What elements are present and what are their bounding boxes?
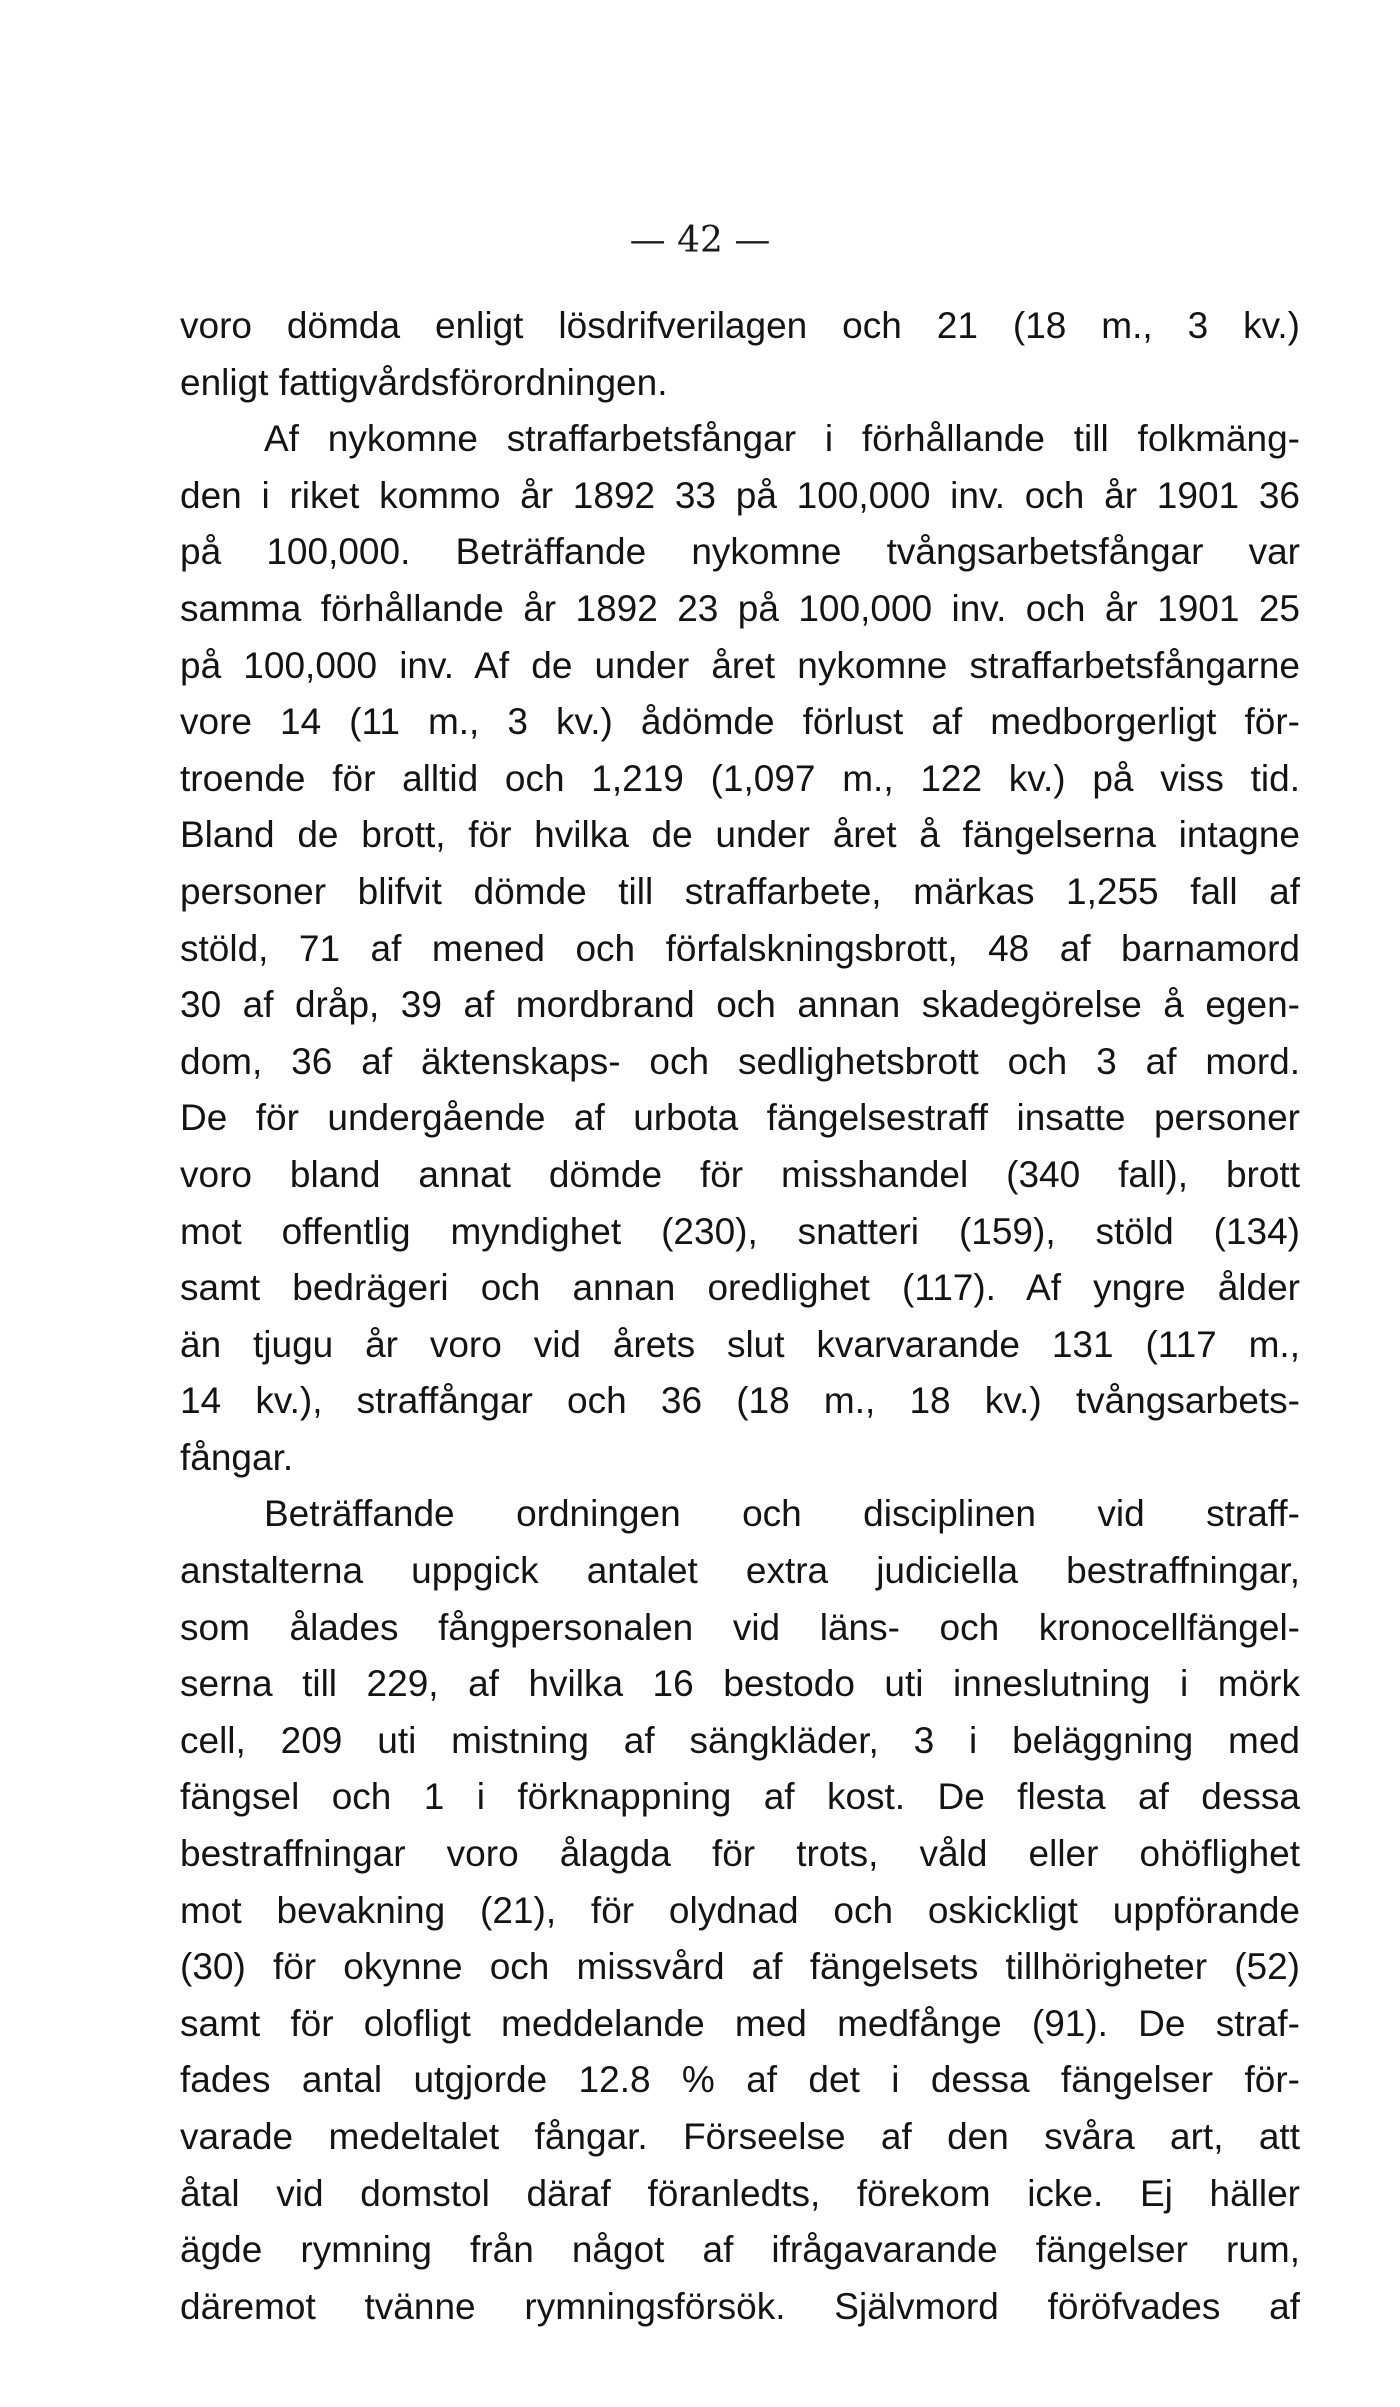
text-line: på 100,000 inv. Af de under året nykomne straffarbetsfångarne	[180, 644, 1300, 686]
text-line: cell, 209 uti mistning af sängkläder, 3 i beläggning med	[180, 1719, 1300, 1761]
text-line: varade medeltalet fångar. Förseelse af den svåra art, att	[180, 2116, 1300, 2157]
body-text	[180, 298, 1300, 2335]
text-line: Af nykomne straffarbetsfångar i förhållande till folkmäng-	[264, 418, 1300, 460]
text-line: troende för alltid och 1,219 (1,097 m., 122 kv.) på viss tid.	[180, 757, 1300, 799]
text-line: samt för olofligt meddelande med medfånge (91). De straf-	[180, 2002, 1300, 2044]
text-line: mot bevakning (21), för olydnad och oskickligt uppförande	[180, 1889, 1300, 1931]
text-line: samma förhållande år 1892 23 på 100,000 inv. och år 1901 25	[180, 587, 1300, 629]
text-line: voro dömda enligt lösdrifverilagen och 21 (18 m., 3 kv.)	[180, 305, 1300, 346]
text-line: däremot tvänne rymningsförsök. Självmord föröfvades af	[180, 2285, 1300, 2327]
text-line: De för undergående af urbota fängelsestraff insatte personer	[180, 1097, 1300, 1139]
text-line: serna till 229, af hvilka 16 bestodo uti inneslutning i mörk	[180, 1663, 1300, 1705]
text-line: vore 14 (11 m., 3 kv.) ådömde förlust af medborgerligt för-	[180, 701, 1300, 743]
text-line: åtal vid domstol däraf föranledts, förekom icke. Ej häller	[180, 2172, 1300, 2214]
text-line: 30 af dråp, 39 af mordbrand och annan skadegörelse å egen-	[180, 984, 1300, 1026]
text-line: mot offentlig myndighet (230), snatteri (159), stöld (134)	[180, 1210, 1300, 1252]
text-line: enligt fattigvårdsförordningen.	[180, 361, 668, 403]
text-line: Bland de brott, för hvilka de under året å fängelserna intagne	[180, 814, 1300, 856]
text-line: 14 kv.), straffångar och 36 (18 m., 18 kv.) tvångsarbets-	[180, 1380, 1300, 1422]
text-line: på 100,000. Beträffande nykomne tvångsarbetsfångar var	[180, 531, 1300, 573]
text-line: fängsel och 1 i förknappning af kost. De flesta af dessa	[180, 1776, 1300, 1818]
text-line: stöld, 71 af mened och förfalskningsbrott, 48 af barnamord	[180, 927, 1300, 969]
text-line: personer blifvit dömde till straffarbete, märkas 1,255 fall af	[180, 870, 1300, 912]
page-number: — 42 —	[629, 220, 771, 261]
text-line: Beträffande ordningen och disciplinen vid straff-	[264, 1493, 1300, 1535]
text-line: samt bedrägeri och annan oredlighet (117). Af yngre ålder	[180, 1267, 1300, 1309]
text-line: voro bland annat dömde för misshandel (340 fall), brott	[180, 1153, 1300, 1195]
text-line: bestraffningar voro ålagda för trots, våld eller ohöflighet	[180, 1833, 1300, 1875]
text-line: fades antal utgjorde 12.8 % af det i dessa fängelser för-	[180, 2059, 1300, 2101]
text-line: den i riket kommo år 1892 33 på 100,000 inv. och år 1901 36	[180, 474, 1300, 516]
text-line: ägde rymning från något af ifrågavarande fängelser rum,	[180, 2229, 1300, 2271]
text-line: än tjugu år voro vid årets slut kvarvarande 131 (117 m.,	[180, 1323, 1300, 1365]
text-line: dom, 36 af äktenskaps- och sedlighetsbrott och 3 af mord.	[180, 1040, 1300, 1082]
text-line: fångar.	[180, 1436, 294, 1478]
text-line: (30) för okynne och missvård af fängelsets tillhörigheter (52)	[180, 1946, 1300, 1988]
text-line: anstalterna uppgick antalet extra judiciella bestraffningar,	[180, 1550, 1300, 1592]
text-line: som ålades fångpersonalen vid läns- och kronocellfängel-	[180, 1606, 1300, 1648]
